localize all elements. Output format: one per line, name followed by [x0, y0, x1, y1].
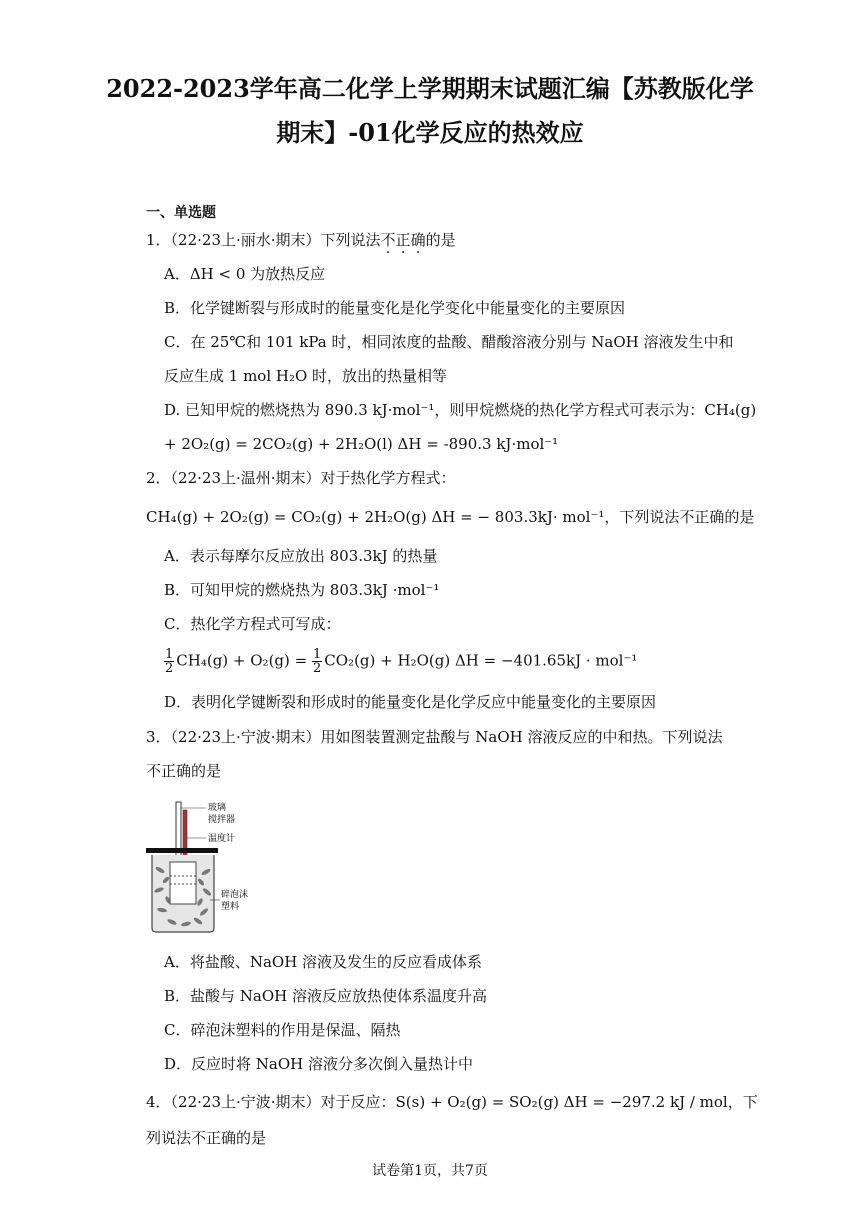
q2-equation: CH₄(g) + 2O₂(g) = CO₂(g) + 2H₂O(g) ΔH = − 803.3kJ· mol⁻¹，下列说法不正确的是: [146, 508, 755, 526]
q2-c-eq-right: CO₂(g) + H₂O(g) ΔH = −401.65kJ · mol⁻¹: [324, 651, 638, 670]
q3-option-d: D．反应时将 NaOH 溶液分多次倒入量热计中: [164, 1055, 474, 1073]
q1-stem-suffix: 的是: [425, 231, 456, 249]
page-footer: 试卷第1页，共7页: [372, 1163, 488, 1179]
q1-option-d-line2: + 2O₂(g) = 2CO₂(g) + 2H₂O(l) ΔH = -890.3 kJ·mol⁻¹: [164, 435, 559, 453]
q3-option-c: C．碎泡沫塑料的作用是保温、隔热: [164, 1021, 401, 1039]
q2-c-eq-left: CH₄(g) + O₂(g) =: [176, 651, 308, 670]
q4-stem-line1: 4．（22·23上·宁波·期末）对于反应：S(s) + O₂(g) = SO₂(g) ΔH = −297.2 kJ / mol，下: [146, 1093, 758, 1111]
q1-emph-char: 确: [410, 231, 426, 249]
fraction: [164, 648, 174, 675]
q3-stem-line2: 不正确的是: [146, 762, 222, 780]
fraction-numerator: 1: [313, 647, 322, 662]
q3-option-b: B．盐酸与 NaOH 溶液反应放热使体系温度升高: [164, 987, 488, 1005]
calorimeter-diagram: [146, 800, 256, 935]
inner-beaker-shape: [170, 862, 196, 904]
q2-stem: 2．（22·23上·温州·期末）对于热化学方程式：: [146, 469, 456, 487]
section-heading: 一、单选题: [146, 205, 216, 221]
fraction-denominator: 2: [313, 661, 322, 676]
q2-option-c-equation: [164, 648, 637, 675]
label-foam-2: 塑料: [221, 902, 240, 912]
q1-option-a: A．ΔH < 0 为放热反应: [164, 265, 326, 283]
label-foam-1: 碎泡沫: [221, 890, 249, 900]
q1-emph-char: 正: [395, 231, 411, 249]
q3-option-a: A．将盐酸、NaOH 溶液及发生的反应看成体系: [164, 953, 483, 971]
fraction-denominator: 2: [165, 661, 174, 676]
q1-option-d-line1: D. 已知甲烷的燃烧热为 890.3 kJ·mol⁻¹，则甲烷燃烧的热化学方程式可表示为：CH₄(g): [164, 401, 757, 419]
fraction-numerator: 1: [165, 647, 174, 662]
q2-option-b: B．可知甲烷的燃烧热为 803.3kJ ·mol⁻¹: [164, 581, 440, 599]
q2-option-c: C．热化学方程式可写成：: [164, 615, 341, 633]
q2-option-d: D．表明化学键断裂和形成时的能量变化是化学反应中能量变化的主要原因: [164, 693, 657, 711]
q1-option-c-line2: 反应生成 1 mol H₂O 时，放出的热量相等: [164, 367, 448, 385]
q2-option-a: A．表示每摩尔反应放出 803.3kJ 的热量: [164, 547, 438, 565]
q1-emph-char: 不: [380, 231, 396, 249]
q1-stem-prefix: 1．（22·23上·丽水·期末）下列说法: [146, 231, 381, 249]
label-thermometer: 温度计: [208, 834, 236, 844]
lid-shape: [146, 848, 218, 853]
q4-stem-line2: 列说法不正确的是: [146, 1129, 267, 1147]
q3-stem-line1: 3．（22·23上·宁波·期末）用如图装置测定盐酸与 NaOH 溶液反应的中和热。下列说法: [146, 728, 723, 746]
label-stirrer-2: 搅拌器: [208, 815, 236, 825]
fraction: [312, 648, 322, 675]
q1-option-c-line1: C．在 25℃和 101 kPa 时，相同浓度的盐酸、醋酸溶液分别与 NaOH 溶液发生中和: [164, 333, 734, 351]
q1-option-b: B．化学键断裂与形成时的能量变化是化学变化中能量变化的主要原因: [164, 299, 626, 317]
doc-title-line2: 期末】-01化学反应的热效应: [276, 118, 584, 147]
q1-stem: [146, 230, 456, 250]
label-stirrer-1: 玻璃: [208, 803, 227, 813]
doc-title-line1: 2022-2023学年高二化学上学期期末试题汇编【苏教版化学: [106, 74, 754, 103]
